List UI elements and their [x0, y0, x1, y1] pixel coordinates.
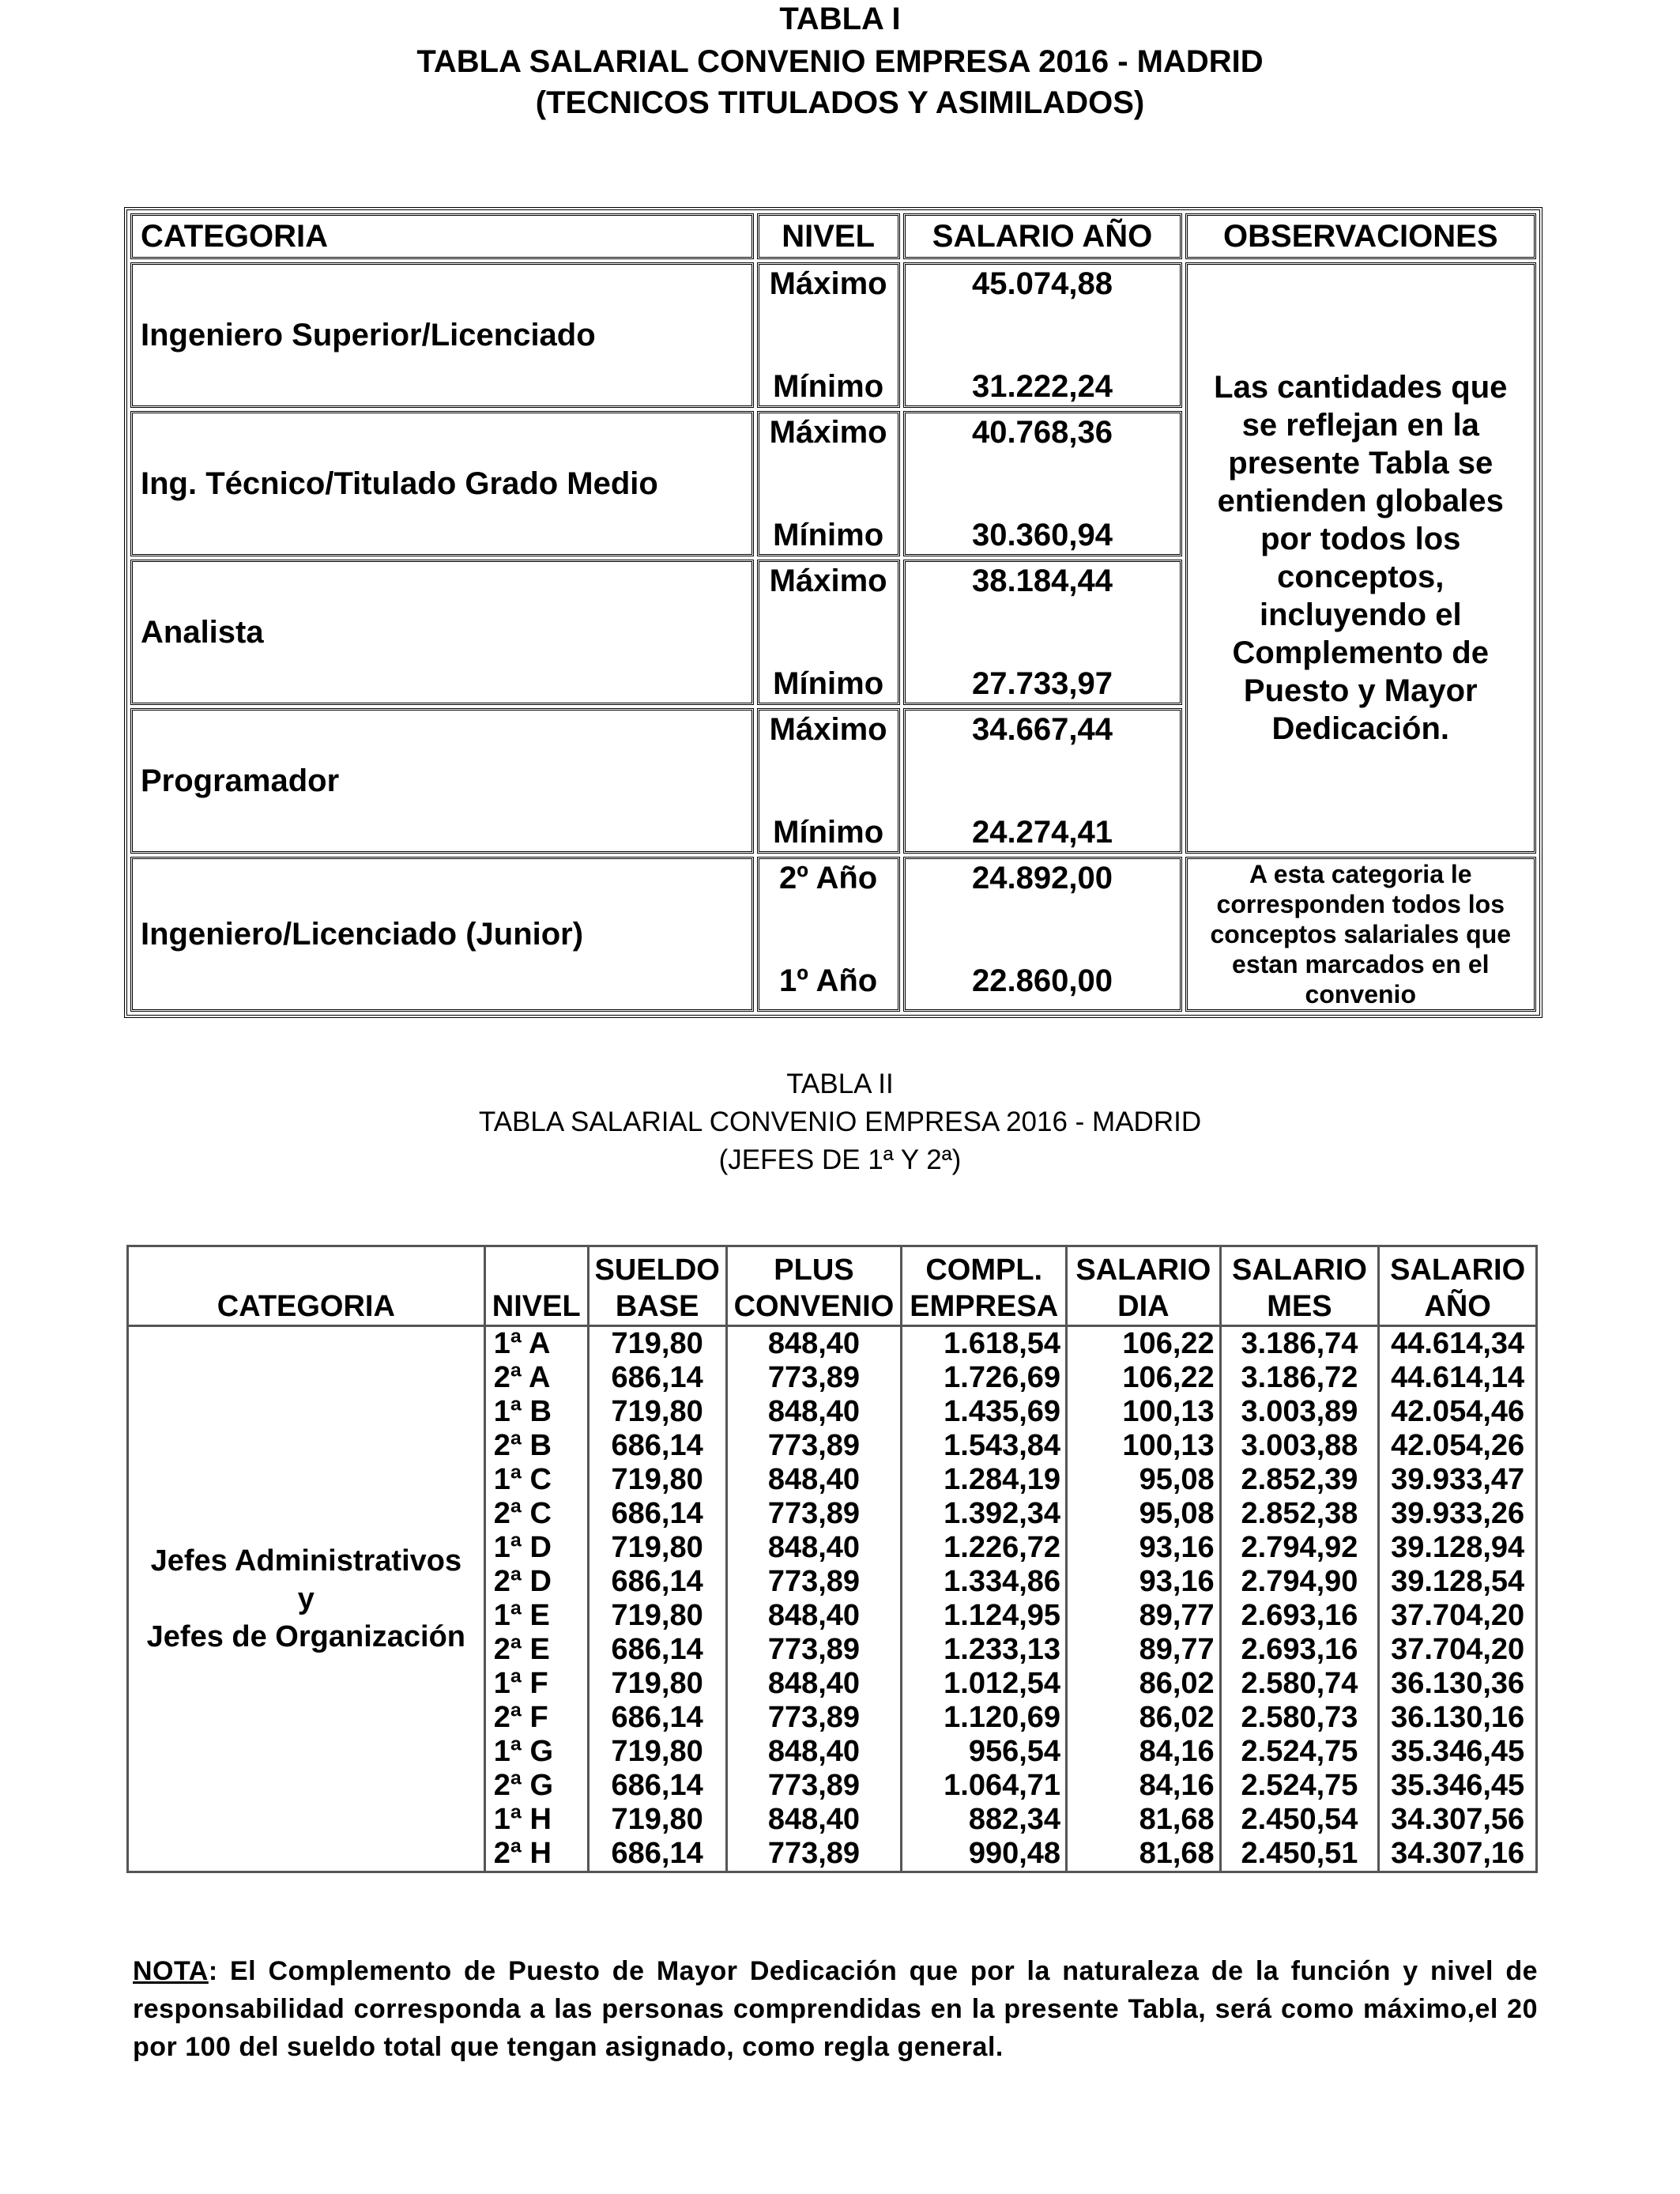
- nivel-top: 2º Año: [779, 861, 878, 895]
- salario-pair: [906, 562, 1180, 703]
- table-row: [130, 857, 1536, 1012]
- categoria-cell: Analista: [130, 560, 754, 705]
- value-cell: 3.186,72: [1220, 1361, 1379, 1395]
- value-cell: 2.693,16: [1220, 1633, 1379, 1667]
- value-cell: 2.450,54: [1220, 1803, 1379, 1837]
- value-cell: 89,77: [1067, 1633, 1221, 1667]
- value-cell: 848,40: [726, 1395, 902, 1429]
- value-cell: 686,14: [588, 1429, 726, 1463]
- nivel-top: Máximo: [769, 712, 887, 747]
- tabla2-header-row: [128, 1246, 1537, 1326]
- observaciones-line: Dedicación.: [1271, 711, 1450, 746]
- value-cell: 37.704,20: [1379, 1599, 1537, 1633]
- observaciones-junior-cell: [1185, 857, 1536, 1012]
- value-cell: 773,89: [726, 1633, 902, 1667]
- value-cell: 686,14: [588, 1701, 726, 1735]
- value-cell: 719,80: [588, 1735, 726, 1769]
- nota: [133, 1952, 1538, 2066]
- value-cell: 100,13: [1067, 1395, 1221, 1429]
- value-cell: 2.794,90: [1220, 1565, 1379, 1599]
- value-cell: 686,14: [588, 1565, 726, 1599]
- salario-bottom: 30.360,94: [972, 518, 1113, 552]
- observaciones-line: incluyendo el: [1259, 598, 1462, 632]
- value-cell: 34.307,56: [1379, 1803, 1537, 1837]
- observaciones-line: se reflejan en la: [1241, 408, 1479, 443]
- table-row: [130, 262, 1536, 408]
- value-cell: 773,89: [726, 1429, 902, 1463]
- value-cell: 1.726,69: [902, 1361, 1067, 1395]
- value-cell: 39.128,94: [1379, 1531, 1537, 1565]
- nivel-cell: [757, 560, 900, 705]
- header-line: PLUS: [774, 1253, 854, 1287]
- salario-pair: [906, 859, 1180, 1000]
- observaciones-junior-line: convenio: [1305, 980, 1416, 1008]
- tabla2-subtitle: TABLA SALARIAL CONVENIO EMPRESA 2016 - MADRID: [478, 1106, 1202, 1137]
- value-cell: 1.618,54: [902, 1326, 1067, 1362]
- value-cell: 42.054,46: [1379, 1395, 1537, 1429]
- categoria-cell: [128, 1326, 485, 1872]
- value-cell: 848,40: [726, 1463, 902, 1497]
- header-line: EMPRESA: [910, 1290, 1059, 1323]
- value-cell: 773,89: [726, 1497, 902, 1531]
- value-cell: 1.064,71: [902, 1769, 1067, 1803]
- nivel-bottom: Mínimo: [773, 666, 884, 701]
- value-cell: 848,40: [726, 1803, 902, 1837]
- nivel-cell: [757, 708, 900, 854]
- tabla2-header-cell: [128, 1246, 485, 1326]
- value-cell: 35.346,45: [1379, 1769, 1537, 1803]
- nivel-top: Máximo: [769, 415, 887, 450]
- table-row: [128, 1326, 1537, 1362]
- value-cell: 93,16: [1067, 1565, 1221, 1599]
- observaciones-line: Puesto y Mayor: [1243, 673, 1478, 708]
- value-cell: 773,89: [726, 1361, 902, 1395]
- nivel-pair: [759, 265, 898, 405]
- nivel-bottom: Mínimo: [773, 815, 884, 850]
- value-cell: 106,22: [1067, 1361, 1221, 1395]
- nivel-cell: [757, 411, 900, 556]
- value-cell: 1.226,72: [902, 1531, 1067, 1565]
- nivel-cell: 2ª A: [484, 1361, 588, 1395]
- value-cell: 2.524,75: [1220, 1735, 1379, 1769]
- categoria-cell: Programador: [130, 708, 754, 854]
- tabla1-header-nivel: NIVEL: [757, 213, 900, 259]
- categoria-line: Jefes de Organización: [146, 1620, 466, 1653]
- salario-cell: [903, 411, 1182, 556]
- value-cell: 719,80: [588, 1803, 726, 1837]
- tabla2-title: TABLA II: [786, 1069, 894, 1099]
- observaciones-junior-line: A esta categoria le: [1249, 860, 1472, 888]
- nota-text: : El Complemento de Puesto de Mayor Dedicación que por la naturaleza de la función y nivel de responsabilidad corresponda a las personas comprendidas en la presente Tabla, será como máximo,el 20 por 100 del sueldo total que tengan asignado, como regla general.: [133, 1956, 1538, 2062]
- value-cell: 1.435,69: [902, 1395, 1067, 1429]
- value-cell: 773,89: [726, 1769, 902, 1803]
- salario-pair: [906, 413, 1180, 554]
- nivel-cell: 1ª H: [484, 1803, 588, 1837]
- value-cell: 93,16: [1067, 1531, 1221, 1565]
- value-cell: 882,34: [902, 1803, 1067, 1837]
- value-cell: 773,89: [726, 1565, 902, 1599]
- value-cell: 3.003,88: [1220, 1429, 1379, 1463]
- observaciones-junior-line: estan marcados en el: [1232, 950, 1490, 978]
- salario-top: 34.667,44: [972, 712, 1113, 747]
- tabla2-header-cell: [1220, 1246, 1379, 1326]
- salario-pair: [906, 711, 1180, 851]
- value-cell: 37.704,20: [1379, 1633, 1537, 1667]
- header-line: [491, 1252, 582, 1288]
- nivel-cell: 1ª A: [484, 1326, 588, 1362]
- value-cell: 719,80: [588, 1326, 726, 1362]
- nivel-bottom: Mínimo: [773, 369, 884, 404]
- observaciones-line: entienden globales: [1217, 484, 1504, 518]
- tabla2-header-cell: [902, 1246, 1067, 1326]
- value-cell: 1.120,69: [902, 1701, 1067, 1735]
- value-cell: 95,08: [1067, 1463, 1221, 1497]
- tabla2-header-cell: [726, 1246, 902, 1326]
- salario-bottom: 22.860,00: [972, 963, 1113, 998]
- value-cell: 44.614,14: [1379, 1361, 1537, 1395]
- nota-label: NOTA: [133, 1956, 209, 1986]
- nivel-pair: [759, 859, 898, 1000]
- salario-cell: [903, 262, 1182, 408]
- value-cell: 86,02: [1067, 1701, 1221, 1735]
- tabla2-header-cell: [1067, 1246, 1221, 1326]
- value-cell: 100,13: [1067, 1429, 1221, 1463]
- value-cell: 1.124,95: [902, 1599, 1067, 1633]
- nivel-cell: [757, 857, 900, 1012]
- value-cell: 1.543,84: [902, 1429, 1067, 1463]
- value-cell: 848,40: [726, 1735, 902, 1769]
- nivel-cell: 2ª F: [484, 1701, 588, 1735]
- nivel-pair: [759, 711, 898, 851]
- nivel-cell: 2ª G: [484, 1769, 588, 1803]
- value-cell: 42.054,26: [1379, 1429, 1537, 1463]
- observaciones-junior-line: corresponden todos los: [1216, 890, 1505, 918]
- value-cell: 848,40: [726, 1326, 902, 1362]
- value-cell: 36.130,36: [1379, 1667, 1537, 1701]
- header-line: SUELDO: [594, 1253, 720, 1287]
- value-cell: 990,48: [902, 1837, 1067, 1872]
- tabla1-header-row: [130, 213, 1536, 259]
- header-line: MES: [1267, 1290, 1332, 1323]
- tabla1-subtitle: TABLA SALARIAL CONVENIO EMPRESA 2016 - MADRID: [416, 44, 1264, 79]
- nivel-top: Máximo: [769, 564, 887, 598]
- header-line: SALARIO: [1390, 1253, 1526, 1287]
- observaciones-line: Las cantidades que: [1214, 370, 1508, 405]
- salario-cell: [903, 560, 1182, 705]
- header-line: DIA: [1117, 1290, 1170, 1323]
- value-cell: 2.524,75: [1220, 1769, 1379, 1803]
- nivel-cell: 2ª E: [484, 1633, 588, 1667]
- nivel-cell: 1ª C: [484, 1463, 588, 1497]
- value-cell: 3.003,89: [1220, 1395, 1379, 1429]
- value-cell: 848,40: [726, 1599, 902, 1633]
- header-line: CONVENIO: [733, 1290, 895, 1323]
- nivel-cell: 1ª D: [484, 1531, 588, 1565]
- value-cell: 84,16: [1067, 1735, 1221, 1769]
- observaciones-line: conceptos,: [1277, 560, 1445, 594]
- value-cell: 773,89: [726, 1701, 902, 1735]
- observaciones-junior-line: conceptos salariales que: [1210, 920, 1512, 948]
- value-cell: 719,80: [588, 1667, 726, 1701]
- header-line: CATEGORIA: [217, 1290, 395, 1323]
- value-cell: 39.933,47: [1379, 1463, 1537, 1497]
- categoria-cell: Ing. Técnico/Titulado Grado Medio: [130, 411, 754, 556]
- categoria-line: y: [297, 1582, 315, 1615]
- observaciones-cell: [1185, 262, 1536, 854]
- value-cell: 2.693,16: [1220, 1599, 1379, 1633]
- salario-top: 38.184,44: [972, 564, 1113, 598]
- nivel-cell: 1ª F: [484, 1667, 588, 1701]
- value-cell: 719,80: [588, 1395, 726, 1429]
- nivel-cell: 1ª G: [484, 1735, 588, 1769]
- nivel-bottom: Mínimo: [773, 518, 884, 552]
- nivel-cell: 2ª D: [484, 1565, 588, 1599]
- tabla2-table: [126, 1245, 1538, 1873]
- value-cell: 2.580,74: [1220, 1667, 1379, 1701]
- tabla2-header-cell: [1379, 1246, 1537, 1326]
- value-cell: 1.012,54: [902, 1667, 1067, 1701]
- value-cell: 84,16: [1067, 1769, 1221, 1803]
- value-cell: 719,80: [588, 1531, 726, 1565]
- value-cell: 686,14: [588, 1769, 726, 1803]
- tabla2-subtitle2: (JEFES DE 1ª Y 2ª): [718, 1144, 962, 1175]
- value-cell: 956,54: [902, 1735, 1067, 1769]
- value-cell: 719,80: [588, 1599, 726, 1633]
- value-cell: 773,89: [726, 1837, 902, 1872]
- nivel-cell: [757, 262, 900, 408]
- observaciones-line: presente Tabla se: [1228, 446, 1494, 481]
- value-cell: 848,40: [726, 1531, 902, 1565]
- value-cell: 2.852,38: [1220, 1497, 1379, 1531]
- value-cell: 686,14: [588, 1361, 726, 1395]
- value-cell: 686,14: [588, 1837, 726, 1872]
- value-cell: 81,68: [1067, 1837, 1221, 1872]
- tabla1-body: [130, 262, 1536, 1012]
- salario-cell: [903, 708, 1182, 854]
- value-cell: 106,22: [1067, 1326, 1221, 1362]
- nivel-pair: [759, 413, 898, 554]
- value-cell: 81,68: [1067, 1803, 1221, 1837]
- value-cell: 686,14: [588, 1497, 726, 1531]
- tabla1-header-observaciones: OBSERVACIONES: [1185, 213, 1536, 259]
- value-cell: 2.450,51: [1220, 1837, 1379, 1872]
- value-cell: 1.392,34: [902, 1497, 1067, 1531]
- tabla1-subtitle2: (TECNICOS TITULADOS Y ASIMILADOS): [535, 85, 1145, 120]
- value-cell: 2.580,73: [1220, 1701, 1379, 1735]
- observaciones-line: Complemento de: [1232, 635, 1489, 670]
- value-cell: 719,80: [588, 1463, 726, 1497]
- tabla1-header-salario: SALARIO AÑO: [903, 213, 1182, 259]
- value-cell: 39.933,26: [1379, 1497, 1537, 1531]
- nivel-cell: 2ª H: [484, 1837, 588, 1872]
- tabla1-table: [124, 207, 1543, 1018]
- nivel-cell: 2ª C: [484, 1497, 588, 1531]
- tabla1-title: TABLA I: [779, 2, 901, 36]
- value-cell: 86,02: [1067, 1667, 1221, 1701]
- nivel-top: Máximo: [769, 266, 887, 301]
- salario-bottom: 27.733,97: [972, 666, 1113, 701]
- value-cell: 39.128,54: [1379, 1565, 1537, 1599]
- nivel-cell: 1ª E: [484, 1599, 588, 1633]
- value-cell: 1.284,19: [902, 1463, 1067, 1497]
- header-line: AÑO: [1424, 1290, 1491, 1323]
- tabla1-header-categoria: CATEGORIA: [130, 213, 754, 259]
- tabla2-header-cell: [484, 1246, 588, 1326]
- header-line: [134, 1252, 479, 1288]
- value-cell: 44.614,34: [1379, 1326, 1537, 1362]
- value-cell: 3.186,74: [1220, 1326, 1379, 1362]
- nivel-bottom: 1º Año: [779, 963, 878, 998]
- salario-top: 40.768,36: [972, 415, 1113, 450]
- header-line: COMPL.: [925, 1253, 1043, 1287]
- categoria-cell: Ingeniero/Licenciado (Junior): [130, 857, 754, 1012]
- salario-bottom: 24.274,41: [972, 815, 1113, 850]
- value-cell: 2.852,39: [1220, 1463, 1379, 1497]
- value-cell: 34.307,16: [1379, 1837, 1537, 1872]
- value-cell: 2.794,92: [1220, 1531, 1379, 1565]
- categoria-cell: Ingeniero Superior/Licenciado: [130, 262, 754, 408]
- salario-bottom: 31.222,24: [972, 369, 1113, 404]
- value-cell: 848,40: [726, 1667, 902, 1701]
- observaciones-line: por todos los: [1260, 522, 1461, 556]
- nivel-pair: [759, 562, 898, 703]
- value-cell: 686,14: [588, 1633, 726, 1667]
- nivel-cell: 1ª B: [484, 1395, 588, 1429]
- tabla2-body: [128, 1326, 1537, 1872]
- value-cell: 1.334,86: [902, 1565, 1067, 1599]
- salario-cell: [903, 857, 1182, 1012]
- header-line: SALARIO: [1075, 1253, 1211, 1287]
- value-cell: 95,08: [1067, 1497, 1221, 1531]
- salario-top: 45.074,88: [972, 266, 1113, 301]
- value-cell: 89,77: [1067, 1599, 1221, 1633]
- value-cell: 35.346,45: [1379, 1735, 1537, 1769]
- value-cell: 1.233,13: [902, 1633, 1067, 1667]
- header-line: SALARIO: [1231, 1253, 1367, 1287]
- header-line: NIVEL: [492, 1290, 581, 1323]
- nivel-cell: 2ª B: [484, 1429, 588, 1463]
- tabla2-header-cell: [588, 1246, 726, 1326]
- salario-pair: [906, 265, 1180, 405]
- value-cell: 36.130,16: [1379, 1701, 1537, 1735]
- salario-top: 24.892,00: [972, 861, 1113, 895]
- categoria-line: Jefes Administrativos: [150, 1544, 462, 1578]
- header-line: BASE: [615, 1290, 699, 1323]
